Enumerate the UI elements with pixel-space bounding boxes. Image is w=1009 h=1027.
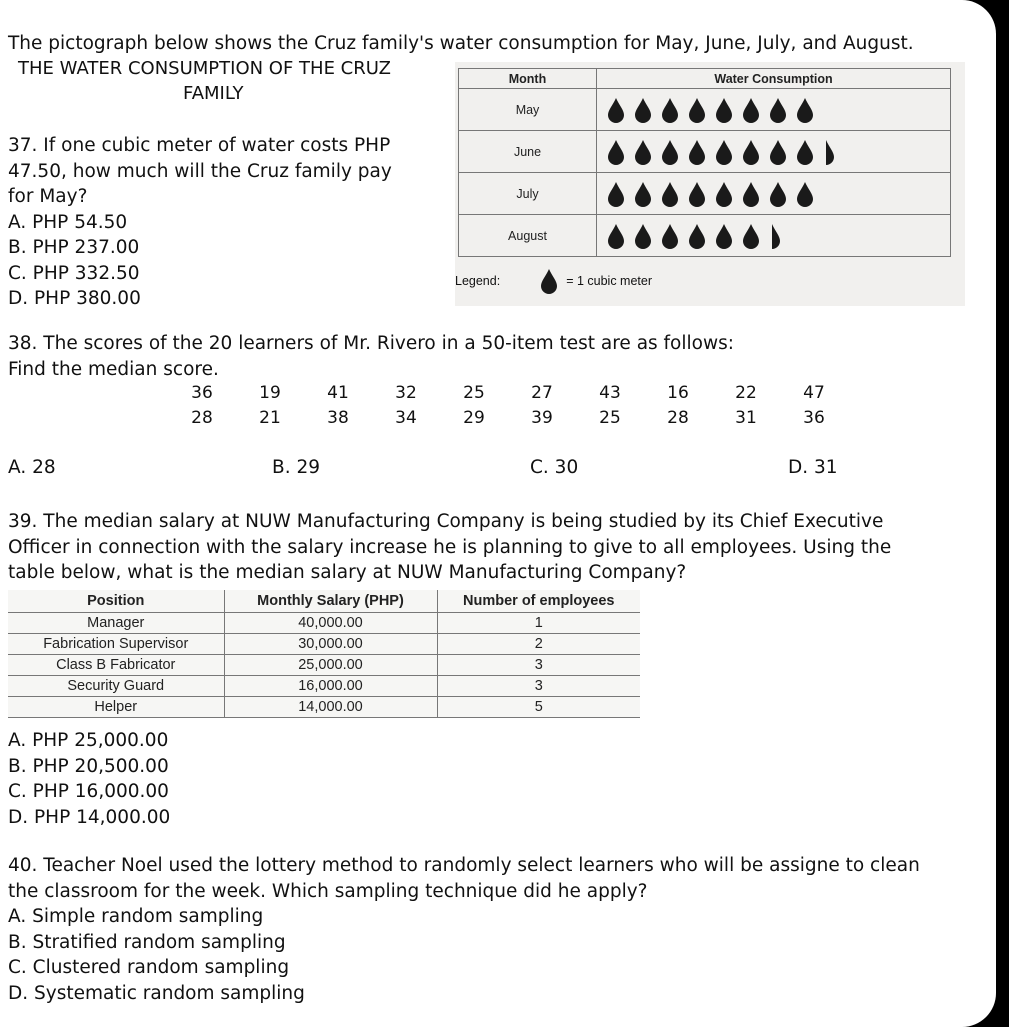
water-drop-icon	[740, 139, 762, 165]
q38-line: 38. The scores of the 20 learners of Mr. Rivero in a 50-item test are as follows:	[8, 333, 734, 354]
scores-row	[168, 383, 848, 408]
pictograph-table	[458, 68, 951, 257]
pictograph-legend	[455, 268, 652, 294]
water-drop-icon	[740, 223, 762, 249]
water-drop-icon	[686, 223, 708, 249]
pictograph-title-line2: FAMILY	[183, 83, 244, 104]
score-value: 36	[803, 408, 825, 428]
question-40	[8, 853, 920, 1006]
salary-cell: 40,000.00	[224, 612, 437, 633]
water-drop-icon	[659, 223, 681, 249]
score-value: 25	[463, 383, 485, 403]
question-38	[8, 331, 734, 382]
position-cell: Manager	[8, 612, 224, 633]
score-value: 38	[327, 408, 349, 428]
salary-cell: 25,000.00	[224, 654, 437, 675]
score-value: 47	[803, 383, 825, 403]
score-value: 41	[327, 383, 349, 403]
water-drop-icon	[686, 139, 708, 165]
intro-text: The pictograph below shows the Cruz family's water consumption for May, June, July, and August.	[8, 33, 914, 54]
month-label: August	[459, 215, 597, 257]
q40-choice-b: B. Stratified random sampling	[8, 931, 286, 953]
water-drop-icon	[713, 181, 735, 207]
water-drop-icon	[686, 181, 708, 207]
table-row	[8, 654, 640, 675]
employees-cell: 3	[437, 654, 640, 675]
q40-choice-d: D. Systematic random sampling	[8, 982, 305, 1004]
question-37	[8, 133, 392, 312]
q37-line: 37. If one cubic meter of water costs PHP	[8, 135, 391, 156]
water-drop-icon	[713, 139, 735, 165]
month-label: May	[459, 89, 597, 131]
table-row	[8, 612, 640, 633]
q39-choices	[8, 728, 170, 830]
pictograph	[455, 62, 965, 306]
water-drop-icon	[632, 97, 654, 123]
employees-cell: 5	[437, 696, 640, 717]
water-drop-icon	[605, 139, 627, 165]
salary-table	[8, 590, 640, 718]
month-label: July	[459, 173, 597, 215]
score-value: 36	[191, 383, 213, 403]
water-drop-icon	[605, 97, 627, 123]
q40-choice-c: C. Clustered random sampling	[8, 957, 290, 978]
water-drop-icon	[632, 139, 654, 165]
score-value: 34	[395, 408, 417, 428]
position-cell: Security Guard	[8, 675, 224, 696]
employees-header: Number of employees	[437, 590, 640, 612]
pictograph-row	[459, 173, 951, 215]
water-drop-icon	[538, 268, 560, 294]
table-row	[8, 633, 640, 654]
water-drop-icon	[740, 97, 762, 123]
water-drop-icon	[713, 223, 735, 249]
q37-choice-d: D. PHP 380.00	[8, 288, 141, 309]
score-value: 39	[531, 408, 553, 428]
water-drop-icon	[632, 223, 654, 249]
q40-line: 40. Teacher Noel used the lottery method to randomly select learners who will be assigne to clean	[8, 855, 920, 876]
scores-list	[168, 383, 848, 433]
table-row	[8, 696, 640, 717]
q39-choice-d: D. PHP 14,000.00	[8, 806, 171, 828]
water-consumption-cell	[597, 89, 951, 131]
q37-choice-c: C. PHP 332.50	[8, 262, 140, 284]
q39-choice-a: A. PHP 25,000.00	[8, 730, 169, 751]
salary-header: Monthly Salary (PHP)	[224, 590, 437, 612]
q37-line: for May?	[8, 186, 88, 207]
employees-cell: 2	[437, 633, 640, 654]
q39-line: Officer in connection with the salary increase he is planning to give to all employees. Using the	[8, 536, 892, 558]
q38-choice-a: A. 28	[8, 457, 56, 478]
water-drop-icon	[632, 181, 654, 207]
q39-line: 39. The median salary at NUW Manufacturing Company is being studied by its Chief Executive	[8, 511, 884, 532]
half-water-drop-icon	[761, 223, 783, 249]
water-drop-icon	[605, 223, 627, 249]
q37-choice-b: B. PHP 237.00	[8, 237, 140, 258]
score-value: 32	[395, 383, 417, 403]
q40-line: the classroom for the week. Which sampling technique did he apply?	[8, 880, 648, 902]
position-header: Position	[8, 590, 224, 612]
q38-choice-d: D. 31	[788, 457, 838, 478]
question-39	[8, 509, 891, 586]
q38-choice-c: C. 30	[530, 457, 579, 478]
water-drop-icon	[794, 181, 816, 207]
water-drop-icon	[740, 181, 762, 207]
position-cell: Fabrication Supervisor	[8, 633, 224, 654]
pictograph-row	[459, 215, 951, 257]
water-drop-icon	[767, 181, 789, 207]
q37-choice-a: A. PHP 54.50	[8, 211, 128, 233]
score-value: 28	[191, 408, 213, 428]
water-consumption-cell	[597, 215, 951, 257]
water-drop-icon	[794, 139, 816, 165]
pictograph-title	[18, 56, 418, 106]
employees-cell: 3	[437, 675, 640, 696]
month-header: Month	[459, 69, 597, 89]
water-drop-icon	[767, 139, 789, 165]
water-drop-icon	[767, 97, 789, 123]
half-water-drop-icon	[815, 139, 837, 165]
water-consumption-header: Water Consumption	[597, 69, 951, 89]
score-value: 31	[735, 408, 757, 428]
legend-value: = 1 cubic meter	[566, 274, 652, 288]
score-value: 19	[259, 383, 281, 403]
q39-choice-b: B. PHP 20,500.00	[8, 755, 169, 777]
water-drop-icon	[659, 97, 681, 123]
q37-line: 47.50, how much will the Cruz family pay	[8, 160, 392, 182]
scores-row	[168, 408, 848, 433]
position-cell: Class B Fabricator	[8, 654, 224, 675]
water-drop-icon	[605, 181, 627, 207]
salary-cell: 30,000.00	[224, 633, 437, 654]
salary-cell: 14,000.00	[224, 696, 437, 717]
water-drop-icon	[686, 97, 708, 123]
score-value: 16	[667, 383, 689, 403]
employees-cell: 1	[437, 612, 640, 633]
q38-line: Find the median score.	[8, 358, 219, 380]
pictograph-title-line1: THE WATER CONSUMPTION OF THE CRUZ	[18, 58, 391, 79]
water-drop-icon	[713, 97, 735, 123]
salary-cell: 16,000.00	[224, 675, 437, 696]
q39-line: table below, what is the median salary at NUW Manufacturing Company?	[8, 562, 687, 583]
score-value: 22	[735, 383, 757, 403]
score-value: 28	[667, 408, 689, 428]
score-value: 21	[259, 408, 281, 428]
score-value: 43	[599, 383, 621, 403]
water-consumption-cell	[597, 173, 951, 215]
table-row	[8, 675, 640, 696]
q40-choice-a: A. Simple random sampling	[8, 906, 264, 927]
pictograph-row	[459, 131, 951, 173]
q38-choice-b: B. 29	[272, 457, 320, 478]
water-consumption-cell	[597, 131, 951, 173]
month-label: June	[459, 131, 597, 173]
legend-label: Legend:	[455, 274, 501, 288]
water-drop-icon	[659, 139, 681, 165]
score-value: 29	[463, 408, 485, 428]
position-cell: Helper	[8, 696, 224, 717]
score-value: 25	[599, 408, 621, 428]
water-drop-icon	[659, 181, 681, 207]
water-drop-icon	[794, 97, 816, 123]
q39-choice-c: C. PHP 16,000.00	[8, 781, 169, 802]
pictograph-row	[459, 89, 951, 131]
score-value: 27	[531, 383, 553, 403]
